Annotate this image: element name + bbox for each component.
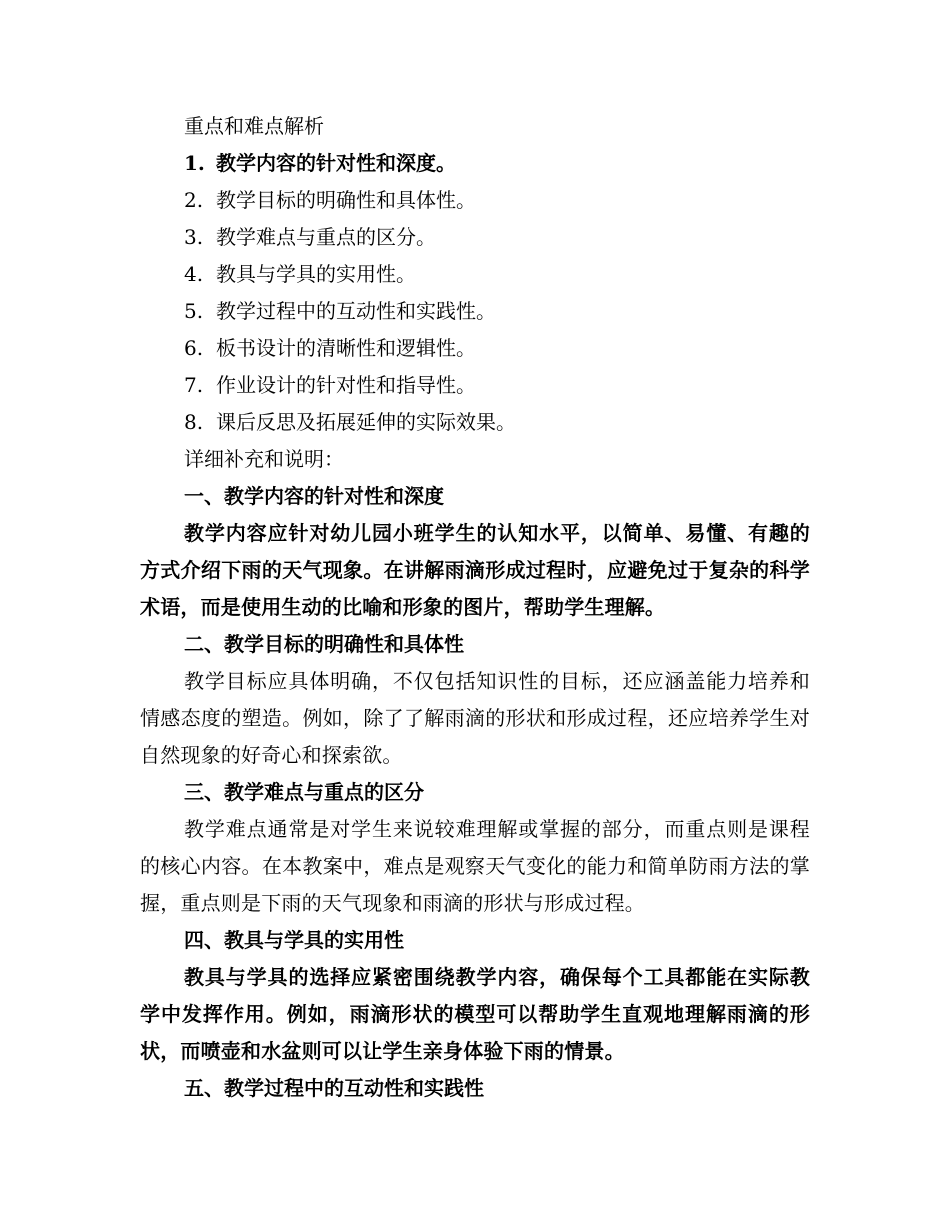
list-item [184, 145, 810, 182]
list-item-number: 4. [184, 262, 204, 286]
list-item-number: 5. [184, 299, 204, 323]
section-2 [140, 626, 810, 774]
section-heading: 一、教学内容的针对性和深度 [184, 484, 444, 508]
list-item-number: 1. [184, 151, 205, 175]
section-heading: 二、教学目标的明确性和具体性 [184, 632, 464, 656]
list-item [184, 219, 810, 256]
list-item [184, 330, 810, 367]
section-body: 教学内容应针对幼儿园小班学生的认知水平，以简单、易懂、有趣的方式介绍下雨的天气现象。在讲解雨滴形成过程时，应避免过于复杂的科学术语，而是使用生动的比喻和形象的图片，帮助学生理解。 [140, 521, 810, 619]
section-heading: 五、教学过程中的互动性和实践性 [184, 1076, 484, 1100]
list-item [184, 367, 810, 404]
list-item [184, 293, 810, 330]
list-item-number: 6. [184, 336, 204, 360]
list-item [184, 182, 810, 219]
section-body: 教学目标应具体明确，不仅包括知识性的目标，还应涵盖能力培养和情感态度的塑造。例如，除了了解雨滴的形状和形成过程，还应培养学生对自然现象的好奇心和探索欲。 [140, 669, 810, 767]
list-item-text: 作业设计的针对性和指导性。 [216, 373, 476, 397]
list-item-text: 教学过程中的互动性和实践性。 [216, 299, 496, 323]
list-item-number: 2. [184, 188, 204, 212]
list-item-number: 3. [184, 225, 204, 249]
list-item-text: 教学目标的明确性和具体性。 [216, 188, 476, 212]
section-heading: 四、教具与学具的实用性 [184, 928, 404, 952]
list-item-number: 7. [184, 373, 204, 397]
list-item-text: 板书设计的清晰性和逻辑性。 [216, 336, 476, 360]
document-content [140, 108, 810, 1107]
supplement-label: 详细补充和说明： [184, 447, 344, 471]
list-item-text: 教学难点与重点的区分。 [216, 225, 436, 249]
list-item [184, 256, 810, 293]
list-item [184, 404, 810, 441]
list-item-text: 课后反思及拓展延伸的实际效果。 [216, 410, 516, 434]
list-item-text: 教具与学具的实用性。 [216, 262, 416, 286]
section-5 [140, 1070, 810, 1107]
section-body: 教学难点通常是对学生来说较难理解或掌握的部分，而重点则是课程的核心内容。在本教案中，难点是观察天气变化的能力和简单防雨方法的掌握，重点则是下雨的天气现象和雨滴的形状与形成过程。 [140, 817, 810, 915]
section-4 [140, 922, 810, 1070]
key-points-list [140, 145, 810, 441]
document-title: 重点和难点解析 [184, 114, 324, 138]
section-3 [140, 774, 810, 922]
section-body: 教具与学具的选择应紧密围绕教学内容，确保每个工具都能在实际教学中发挥作用。例如，雨滴形状的模型可以帮助学生直观地理解雨滴的形状，而喷壶和水盆则可以让学生亲身体验下雨的情景。 [140, 965, 810, 1063]
section-heading: 三、教学难点与重点的区分 [184, 780, 424, 804]
section-1 [140, 478, 810, 626]
list-item-number: 8. [184, 410, 204, 434]
list-item-text: 教学内容的针对性和深度。 [216, 151, 456, 175]
